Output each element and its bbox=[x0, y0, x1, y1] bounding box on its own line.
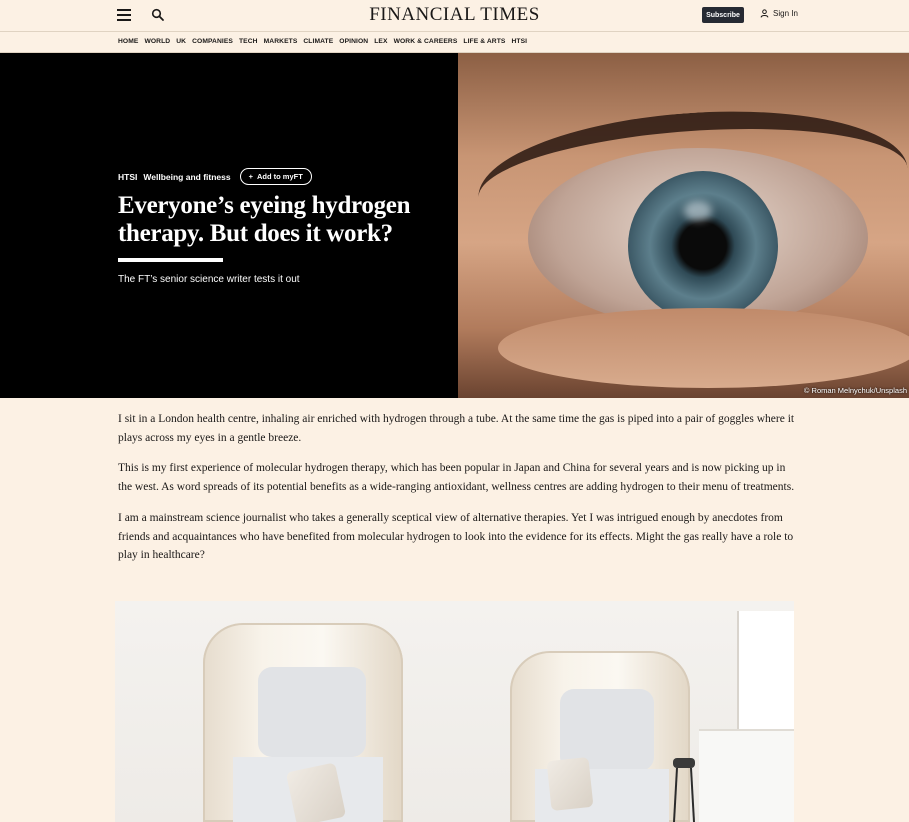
article-standfirst: The FT’s senior science writer tests it out bbox=[118, 274, 300, 285]
article-photo-chairs bbox=[115, 601, 794, 822]
sign-in-link[interactable] bbox=[760, 9, 798, 18]
article-hero bbox=[0, 53, 909, 398]
add-to-myft-label: Add to myFT bbox=[256, 172, 303, 181]
photo-stool bbox=[671, 756, 697, 822]
nav-item-markets[interactable]: MARKETS bbox=[263, 38, 298, 45]
nav-item-life-arts[interactable]: LIFE & ARTS bbox=[463, 38, 506, 45]
site-header bbox=[0, 0, 909, 31]
nav-item-lex[interactable]: LEX bbox=[374, 38, 388, 45]
photo-pillow-right bbox=[547, 757, 594, 811]
article-body bbox=[118, 410, 802, 577]
nav-item-home[interactable]: HOME bbox=[118, 38, 139, 45]
headline-rule bbox=[118, 258, 223, 262]
nav-item-opinion[interactable]: OPINION bbox=[339, 38, 369, 45]
nav-item-climate[interactable]: CLIMATE bbox=[303, 38, 334, 45]
nav-item-work-careers[interactable]: WORK & CAREERS bbox=[393, 38, 458, 45]
nav-list bbox=[118, 38, 527, 45]
nav-item-tech[interactable]: TECH bbox=[239, 38, 258, 45]
hero-text-panel bbox=[0, 53, 458, 398]
plus-icon: + bbox=[248, 172, 253, 181]
lower-eyelid bbox=[498, 308, 909, 388]
nav-item-companies[interactable]: COMPANIES bbox=[192, 38, 233, 45]
add-to-myft-button[interactable] bbox=[240, 168, 312, 185]
sign-in-label: Sign In bbox=[773, 9, 798, 18]
main-nav bbox=[0, 31, 909, 53]
photo-shelf bbox=[699, 729, 794, 822]
article-tags bbox=[118, 168, 312, 185]
image-credit: © Roman Melnychuk/Unsplash bbox=[803, 386, 907, 395]
article-paragraph: I sit in a London health centre, inhaling air enriched with hydrogen through a tube. At the same time the gas is piped into a pair of goggles where it plays across my eyes in a gentle breeze. bbox=[118, 413, 795, 444]
menu-icon[interactable] bbox=[117, 9, 131, 21]
article-headline: Everyone’s eyeing hydrogen therapy. But does it work? bbox=[118, 192, 411, 247]
search-icon[interactable] bbox=[151, 8, 165, 22]
subscribe-button[interactable]: Subscribe bbox=[702, 7, 744, 23]
article-paragraph: This is my first experience of molecular hydrogen therapy, which has been popular in Japan and China for several years and is now picking up in the west. As word spreads of its potential benefits as a wide-ranging antioxidant, wellness centres are adding hydrogen to their menu of treatments. bbox=[118, 462, 795, 494]
chair-back-cushion bbox=[258, 667, 366, 757]
topic-tag[interactable]: Wellbeing and fitness bbox=[143, 171, 231, 182]
nav-item-htsi[interactable]: HTSI bbox=[511, 38, 528, 45]
hero-image-eye bbox=[458, 53, 909, 398]
article-paragraph: I am a mainstream science journalist who takes a generally sceptical view of alternative therapies. Yet I was intrigued enough by anecdotes from friends and acquaintances who have benefited from molecular hydrogen to look into the evidence for its effects. Might the gas really have a role to play in healthcare? bbox=[118, 511, 794, 562]
user-icon bbox=[760, 9, 769, 18]
nav-item-uk[interactable]: UK bbox=[176, 38, 187, 45]
nav-item-world[interactable]: WORLD bbox=[144, 38, 171, 45]
section-tag[interactable]: HTSI bbox=[118, 171, 138, 182]
photo-chair-right bbox=[510, 651, 690, 822]
ft-logo[interactable]: FINANCIAL TIMES bbox=[369, 4, 540, 25]
